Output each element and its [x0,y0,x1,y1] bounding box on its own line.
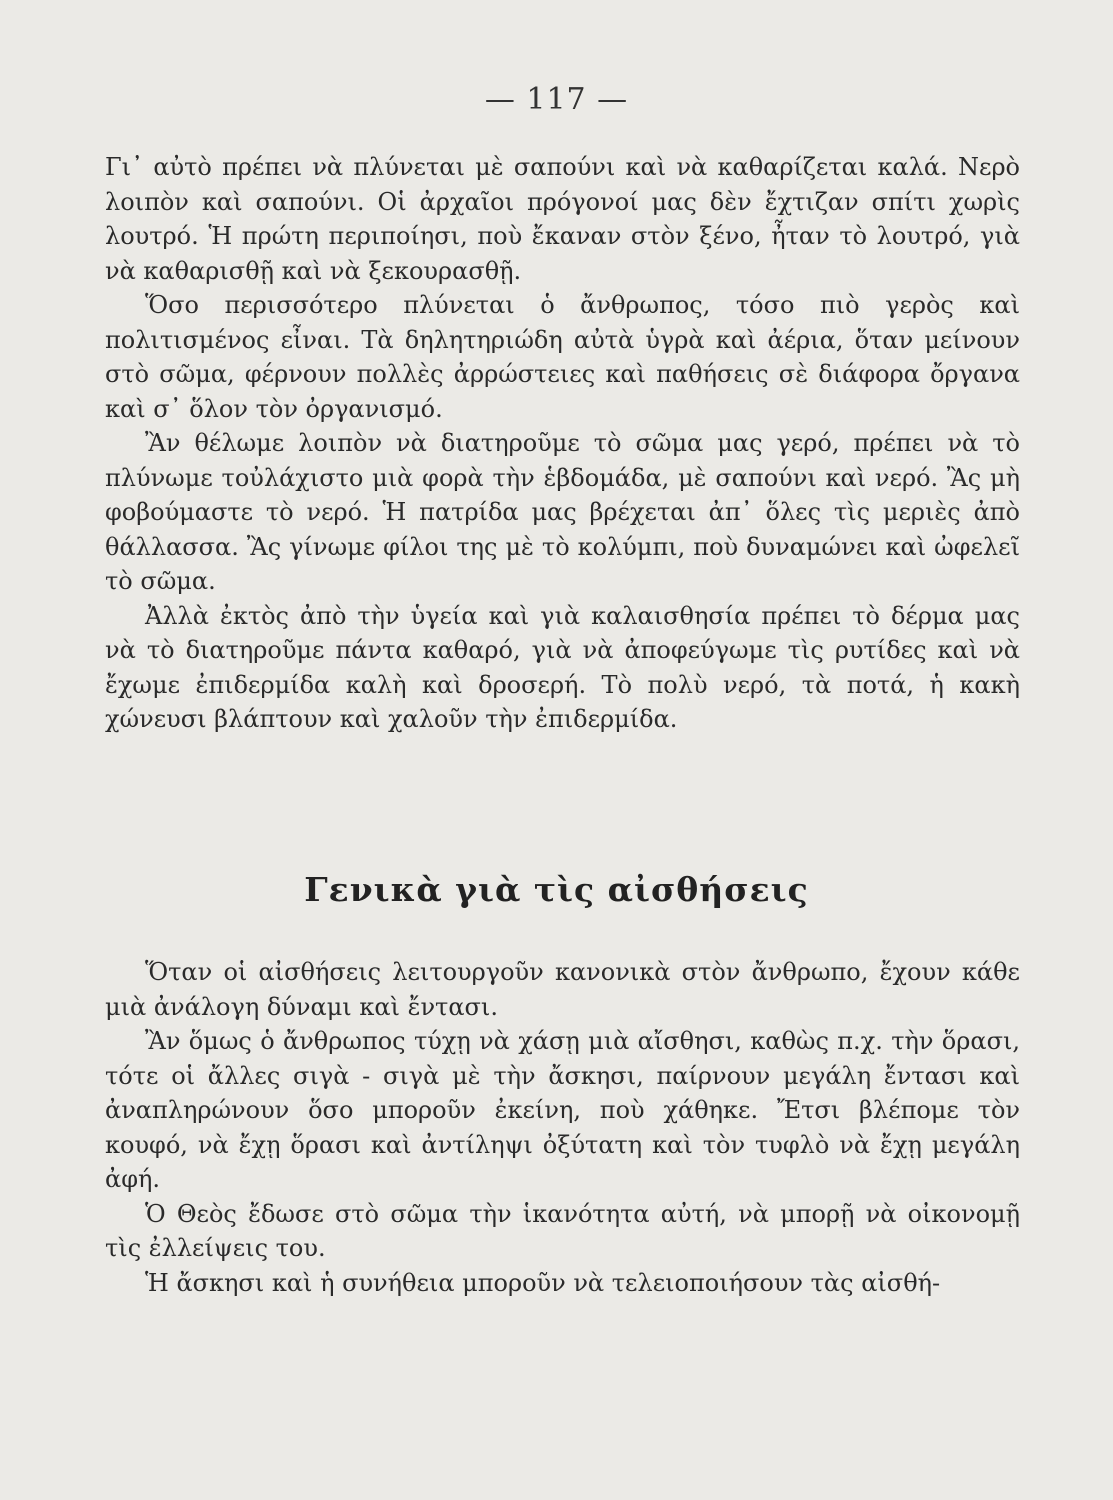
paragraph: Ὅσο περισσότερο πλύνεται ὁ ἄνθρωπος, τόσο πιὸ γερὸς καὶ πολιτισμένος εἶναι. Τὰ δηλητηριώδη αὐτὰ ὑγρὰ καὶ ἀέρια, ὅταν μείνουν στὸ σῶμα, φέρνουν πολλὲς ἀρρώστειες καὶ παθήσεις σὲ διάφορα ὄργανα καὶ σ᾿ ὅλον τὸν ὀργανισμό. [105,291,1020,423]
paragraph: Ἂν θέλωμε λοιπὸν νὰ διατηροῦμε τὸ σῶμα μας γερό, πρέπει νὰ τὸ πλύνωμε τοὐλάχιστο μιὰ φορὰ τὴν ἑβδομάδα, μὲ σαπούνι καὶ νερό. Ἂς μὴ φοβούμαστε τὸ νερό. Ἡ πατρίδα μας βρέχεται ἀπ᾿ ὅλες τὶς μεριὲς ἀπὸ θάλλασσα. Ἂς γίνωμε φίλοι της μὲ τὸ κολύμπι, ποὺ δυναμώνει καὶ ὠφελεῖ τὸ σῶμα. [105,429,1020,595]
paragraph: Γι᾿ αὐτὸ πρέπει νὰ πλύνεται μὲ σαπούνι καὶ νὰ καθαρίζεται καλά. Νερὸ λοιπὸν καὶ σαπούνι. Οἱ ἀρχαῖοι πρόγονοί μας δὲν ἔχτιζαν σπίτι χωρὶς λουτρό. Ἡ πρώτη περιποίησι, ποὺ ἔκαναν στὸν ξένο, ἦταν τὸ λουτρό, γιὰ νὰ καθαρισθῇ καὶ νὰ ξεκουρασθῇ. [105,153,1020,285]
page-number: — 117 — [484,82,629,117]
body-text-after-heading [105,955,1020,1300]
body-text-before-heading [105,150,1020,737]
paragraph: Ὅταν οἱ αἰσθήσεις λειτουργοῦν κανονικὰ στὸν ἄνθρωπο, ἔχουν κάθε μιὰ ἀνάλογη δύναμι καὶ ἔντασι. [105,958,1020,1021]
paragraph: Ἀλλὰ ἐκτὸς ἀπὸ τὴν ὑγεία καὶ γιὰ καλαισθησία πρέπει τὸ δέρμα μας νὰ τὸ διατηροῦμε πάντα καθαρό, γιὰ νὰ ἀποφεύγωμε τὶς ρυτίδες καὶ νὰ ἔχωμε ἐπιδερμίδα καλὴ καὶ δροσερή. Τὸ πολὺ νερό, τὰ ποτά, ἡ κακὴ χώνευσι βλάπτουν καὶ χαλοῦν τὴν ἐπιδερμίδα. [105,601,1020,733]
section-heading: Γενικὰ γιὰ τὶς αἰσθήσεις [304,870,809,909]
paragraph: Ὁ Θεὸς ἔδωσε στὸ σῶμα τὴν ἱκανότητα αὐτή, νὰ μπορῇ νὰ οἰκονομῇ τὶς ἐλλείψεις του. [105,1199,1020,1262]
paragraph: Ἡ ἄσκησι καὶ ἡ συνήθεια μποροῦν νὰ τελειοποιήσουν τὰς αἰσθή- [145,1268,941,1297]
paragraph: Ἂν ὅμως ὁ ἄνθρωπος τύχῃ νὰ χάσῃ μιὰ αἴσθησι, καθὼς π.χ. τὴν ὅρασι, τότε οἱ ἄλλες σιγὰ - σιγὰ μὲ τὴν ἄσκησι, παίρνουν μεγάλη ἔντασι καὶ ἀναπληρώνουν ὅσο μποροῦν ἐκείνη, ποὺ χάθηκε. Ἔτσι βλέπομε τὸν κουφό, νὰ ἔχῃ ὅρασι καὶ ἀντίληψι ὀξύτατη καὶ τὸν τυφλὸ νὰ ἔχῃ μεγάλη ἀφή. [105,1027,1020,1193]
